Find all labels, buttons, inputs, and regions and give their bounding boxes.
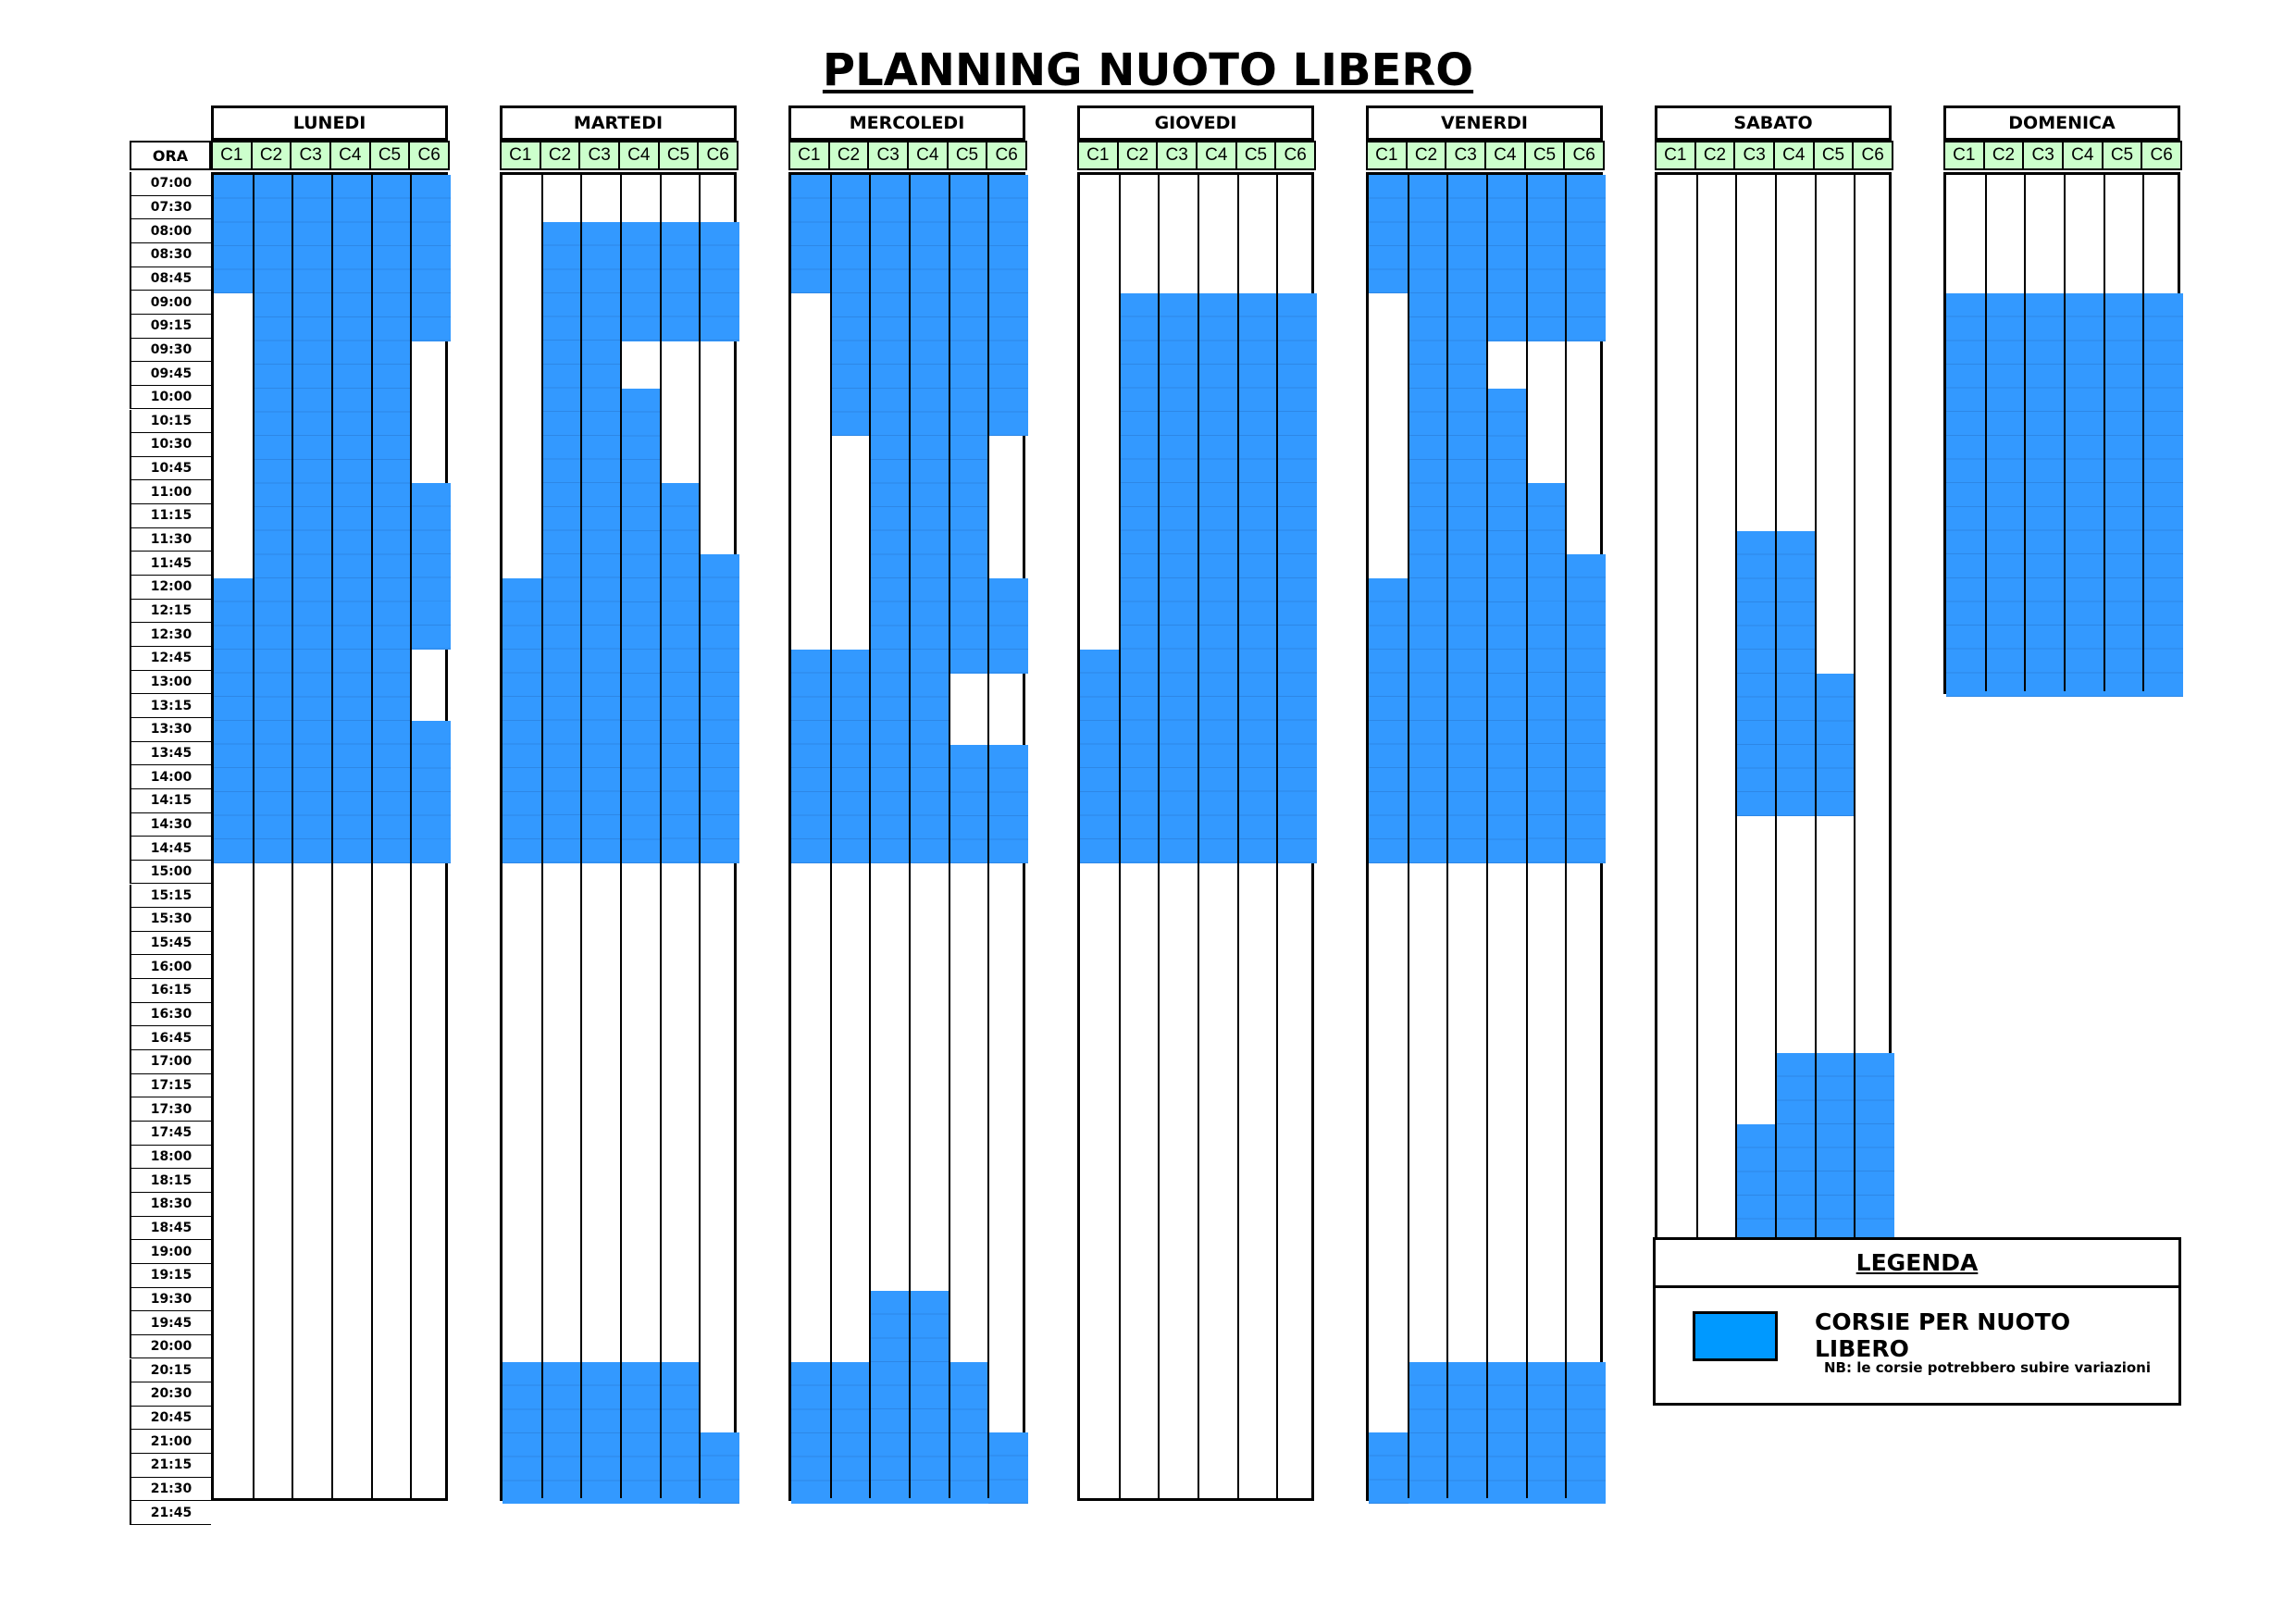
lane-divider — [1985, 175, 1987, 691]
time-label: 13:45 — [130, 742, 211, 766]
lane-label: C5 — [2102, 141, 2143, 170]
free-swim-block — [2065, 293, 2104, 697]
free-swim-block — [1120, 293, 1160, 863]
time-label: 19:00 — [130, 1240, 211, 1264]
day-grid — [1943, 172, 2180, 694]
lane-label: C5 — [658, 141, 700, 170]
free-swim-block — [949, 175, 989, 674]
free-swim-block — [1369, 578, 1409, 863]
free-swim-block — [1238, 293, 1278, 863]
free-swim-block — [1409, 1362, 1448, 1505]
free-swim-block — [1566, 175, 1606, 341]
free-swim-block — [503, 1362, 542, 1505]
free-swim-block — [621, 389, 661, 863]
lane-label: C5 — [369, 141, 411, 170]
free-swim-block — [1527, 483, 1567, 862]
time-label: 17:30 — [130, 1097, 211, 1122]
lane-divider — [1526, 175, 1528, 1498]
time-label: 07:30 — [130, 196, 211, 220]
time-label: 14:45 — [130, 837, 211, 861]
lane-divider — [1408, 175, 1409, 1498]
time-label: 12:30 — [130, 623, 211, 647]
lane-divider — [1486, 175, 1488, 1498]
free-swim-block — [870, 1291, 910, 1505]
lane-label: C6 — [986, 141, 1027, 170]
lane-divider — [1158, 175, 1160, 1498]
lane-label: C3 — [1156, 141, 1198, 170]
lane-label: C2 — [1983, 141, 2025, 170]
lane-divider — [2064, 175, 2066, 691]
time-label: 19:30 — [130, 1288, 211, 1312]
time-label: 08:00 — [130, 219, 211, 243]
free-swim-block — [910, 175, 949, 863]
lane-divider — [292, 175, 293, 1498]
free-swim-block — [661, 222, 701, 341]
lane-divider — [1237, 175, 1239, 1498]
lane-label: C5 — [1235, 141, 1277, 170]
time-label: 20:30 — [130, 1382, 211, 1407]
time-label: 15:30 — [130, 908, 211, 932]
lane-label: C2 — [540, 141, 581, 170]
free-swim-block — [2143, 293, 2183, 697]
lane-divider — [2104, 175, 2105, 691]
free-swim-block — [1855, 1053, 1894, 1243]
time-label: 10:00 — [130, 386, 211, 410]
legend-box — [1653, 1237, 2181, 1406]
day-grid — [500, 172, 737, 1501]
free-swim-block — [949, 1362, 989, 1505]
free-swim-block — [2025, 293, 2065, 697]
lane-divider — [1696, 175, 1698, 1237]
free-swim-block — [1816, 674, 1855, 816]
free-swim-block — [1277, 293, 1317, 863]
free-swim-block — [1080, 650, 1120, 863]
lane-label: C4 — [1773, 141, 1815, 170]
free-swim-block — [621, 1362, 661, 1505]
time-label: 08:45 — [130, 267, 211, 291]
lane-label: C4 — [618, 141, 660, 170]
lane-label: C4 — [907, 141, 949, 170]
lane-label: C1 — [500, 141, 541, 170]
time-label: 08:30 — [130, 243, 211, 267]
free-swim-block — [214, 175, 254, 293]
free-swim-block — [1946, 293, 1986, 697]
free-swim-block — [988, 175, 1028, 436]
lane-label: C6 — [408, 141, 450, 170]
free-swim-block — [700, 222, 739, 341]
lane-label: C1 — [211, 141, 253, 170]
lane-label: C3 — [578, 141, 620, 170]
time-label: 15:45 — [130, 932, 211, 956]
time-label: 12:00 — [130, 576, 211, 600]
free-swim-block — [661, 1362, 701, 1505]
lane-divider — [541, 175, 543, 1498]
lane-label: C1 — [1655, 141, 1696, 170]
free-swim-block — [214, 578, 254, 863]
free-swim-block — [411, 483, 451, 650]
time-label: 21:15 — [130, 1454, 211, 1478]
lane-divider — [699, 175, 701, 1498]
free-swim-block — [1986, 293, 2026, 697]
time-label: 18:30 — [130, 1193, 211, 1217]
lane-label: C1 — [1077, 141, 1119, 170]
time-label: 16:15 — [130, 979, 211, 1003]
time-label: 12:45 — [130, 647, 211, 671]
free-swim-block — [1527, 175, 1567, 341]
free-swim-block — [1487, 175, 1527, 341]
free-swim-block — [1566, 554, 1606, 862]
time-label: 19:15 — [130, 1264, 211, 1288]
free-swim-block — [870, 175, 910, 863]
day-grid — [1077, 172, 1314, 1501]
time-label: 15:00 — [130, 861, 211, 885]
lane-divider — [1198, 175, 1199, 1498]
lane-label: C2 — [1694, 141, 1736, 170]
lane-divider — [1119, 175, 1121, 1498]
legend-title: LEGENDA — [1855, 1249, 1979, 1276]
free-swim-block — [831, 175, 871, 436]
day-header-domenica: DOMENICA — [1943, 105, 2180, 141]
time-label: 19:45 — [130, 1311, 211, 1335]
free-swim-block — [988, 1432, 1028, 1504]
lane-label: C3 — [1445, 141, 1486, 170]
lane-label: C5 — [947, 141, 988, 170]
free-swim-block — [1527, 1362, 1567, 1505]
free-swim-block — [791, 650, 831, 863]
legend-header — [1656, 1240, 2178, 1288]
time-label: 16:00 — [130, 955, 211, 979]
free-swim-block — [1487, 1362, 1527, 1505]
time-label: 17:45 — [130, 1122, 211, 1146]
time-label: 09:00 — [130, 291, 211, 315]
day-grid — [1655, 172, 1892, 1240]
lane-label: C4 — [1196, 141, 1237, 170]
free-swim-block — [791, 1362, 831, 1505]
lane-divider — [1276, 175, 1278, 1498]
time-label: 11:00 — [130, 480, 211, 504]
lane-label: C5 — [1813, 141, 1855, 170]
lane-label: C3 — [290, 141, 331, 170]
free-swim-block — [1776, 1053, 1816, 1243]
free-swim-block — [411, 175, 451, 341]
free-swim-block — [1736, 1124, 1776, 1243]
lane-divider — [1735, 175, 1737, 1237]
free-swim-block — [411, 721, 451, 863]
time-label: 11:45 — [130, 552, 211, 576]
lane-divider — [620, 175, 622, 1498]
lane-divider — [1854, 175, 1855, 1237]
time-label: 10:15 — [130, 410, 211, 434]
time-label: 17:00 — [130, 1050, 211, 1074]
lane-label: C4 — [1484, 141, 1526, 170]
free-swim-block — [581, 222, 621, 863]
lane-label: C1 — [1943, 141, 1985, 170]
lane-label: C6 — [1852, 141, 1893, 170]
free-swim-block — [700, 554, 739, 862]
day-header-martedi: MARTEDI — [500, 105, 737, 141]
lane-label: C3 — [1733, 141, 1775, 170]
time-label: 20:00 — [130, 1335, 211, 1359]
lane-label: C2 — [1117, 141, 1159, 170]
time-label: 21:00 — [130, 1430, 211, 1454]
lane-label: C1 — [1366, 141, 1408, 170]
time-label: 11:30 — [130, 528, 211, 552]
time-label: 09:45 — [130, 362, 211, 386]
legend-swatch — [1693, 1311, 1778, 1361]
time-label: 21:30 — [130, 1478, 211, 1502]
lane-label: C3 — [867, 141, 909, 170]
free-swim-block — [332, 175, 372, 863]
lane-divider — [2024, 175, 2026, 691]
free-swim-block — [1487, 389, 1527, 863]
time-label: 16:30 — [130, 1003, 211, 1027]
ora-header: ORA — [130, 141, 211, 170]
free-swim-block — [1736, 531, 1776, 816]
lane-divider — [1815, 175, 1817, 1237]
time-label: 14:00 — [130, 765, 211, 789]
lane-label: C4 — [329, 141, 371, 170]
lane-label: C6 — [1563, 141, 1605, 170]
lane-label: C4 — [2062, 141, 2104, 170]
time-label: 20:45 — [130, 1407, 211, 1431]
day-grid — [788, 172, 1025, 1501]
time-label: 18:45 — [130, 1217, 211, 1241]
free-swim-block — [1566, 1362, 1606, 1505]
lane-divider — [987, 175, 989, 1498]
time-label: 09:30 — [130, 339, 211, 363]
lane-divider — [830, 175, 832, 1498]
lane-divider — [1565, 175, 1567, 1498]
free-swim-block — [2104, 293, 2144, 697]
free-swim-block — [831, 650, 871, 863]
time-label: 13:30 — [130, 718, 211, 742]
lane-divider — [331, 175, 333, 1498]
day-grid — [211, 172, 448, 1501]
time-label: 10:30 — [130, 433, 211, 457]
time-label: 13:00 — [130, 671, 211, 695]
legend-note: NB: le corsie potrebbero subire variazioni — [1824, 1359, 2151, 1376]
free-swim-block — [503, 578, 542, 863]
lane-divider — [580, 175, 582, 1498]
free-swim-block — [1447, 1362, 1487, 1505]
free-swim-block — [988, 578, 1028, 674]
free-swim-block — [1369, 1432, 1409, 1504]
free-swim-block — [831, 1362, 871, 1505]
free-swim-block — [1816, 1053, 1855, 1243]
day-header-sabato: SABATO — [1655, 105, 1892, 141]
lane-divider — [660, 175, 662, 1498]
lane-label: C1 — [788, 141, 830, 170]
lane-divider — [869, 175, 871, 1498]
free-swim-block — [1776, 531, 1816, 816]
day-grid — [1366, 172, 1603, 1501]
time-label: 14:30 — [130, 813, 211, 837]
lane-divider — [253, 175, 254, 1498]
time-label: 10:45 — [130, 457, 211, 481]
free-swim-block — [1159, 293, 1198, 863]
time-label: 11:15 — [130, 504, 211, 528]
lane-label: C2 — [251, 141, 292, 170]
lane-label: C6 — [2141, 141, 2182, 170]
time-label: 17:15 — [130, 1074, 211, 1098]
free-swim-block — [1369, 175, 1409, 293]
time-label: 18:00 — [130, 1146, 211, 1170]
time-label: 12:15 — [130, 600, 211, 624]
page-title: PLANNING NUOTO LIBERO — [822, 44, 1474, 96]
day-header-mercoledi: MERCOLEDI — [788, 105, 1025, 141]
free-swim-block — [1198, 293, 1238, 863]
lane-label: C2 — [1406, 141, 1447, 170]
lane-label: C6 — [697, 141, 738, 170]
free-swim-block — [988, 745, 1028, 863]
free-swim-block — [542, 1362, 582, 1505]
time-label: 07:00 — [130, 172, 211, 196]
lane-label: C3 — [2022, 141, 2064, 170]
time-label: 18:15 — [130, 1169, 211, 1193]
time-label: 16:45 — [130, 1026, 211, 1050]
day-header-giovedi: GIOVEDI — [1077, 105, 1314, 141]
free-swim-block — [372, 175, 412, 863]
time-label: 20:15 — [130, 1359, 211, 1383]
free-swim-block — [700, 1432, 739, 1504]
free-swim-block — [791, 175, 831, 293]
time-label: 13:15 — [130, 694, 211, 718]
free-swim-block — [581, 1362, 621, 1505]
lane-label: C2 — [828, 141, 870, 170]
free-swim-block — [542, 222, 582, 863]
lane-label: C5 — [1524, 141, 1566, 170]
legend-label: CORSIE PER NUOTO LIBERO — [1815, 1308, 2071, 1362]
lane-divider — [1775, 175, 1777, 1237]
day-header-lunedi: LUNEDI — [211, 105, 448, 141]
lane-divider — [1446, 175, 1448, 1498]
time-label: 21:45 — [130, 1501, 211, 1525]
time-label: 09:15 — [130, 315, 211, 339]
lane-divider — [909, 175, 911, 1498]
lane-label: C6 — [1274, 141, 1316, 170]
free-swim-block — [910, 1291, 949, 1505]
lane-divider — [371, 175, 373, 1498]
lane-divider — [2142, 175, 2144, 691]
free-swim-block — [661, 483, 701, 862]
free-swim-block — [621, 222, 661, 341]
free-swim-block — [949, 745, 989, 863]
lane-divider — [410, 175, 412, 1498]
free-swim-block — [1447, 175, 1487, 863]
free-swim-block — [254, 175, 293, 863]
time-label: 15:15 — [130, 885, 211, 909]
free-swim-block — [1409, 175, 1448, 863]
day-header-venerdi: VENERDI — [1366, 105, 1603, 141]
lane-divider — [949, 175, 950, 1498]
time-label: 14:15 — [130, 789, 211, 813]
free-swim-block — [292, 175, 332, 863]
